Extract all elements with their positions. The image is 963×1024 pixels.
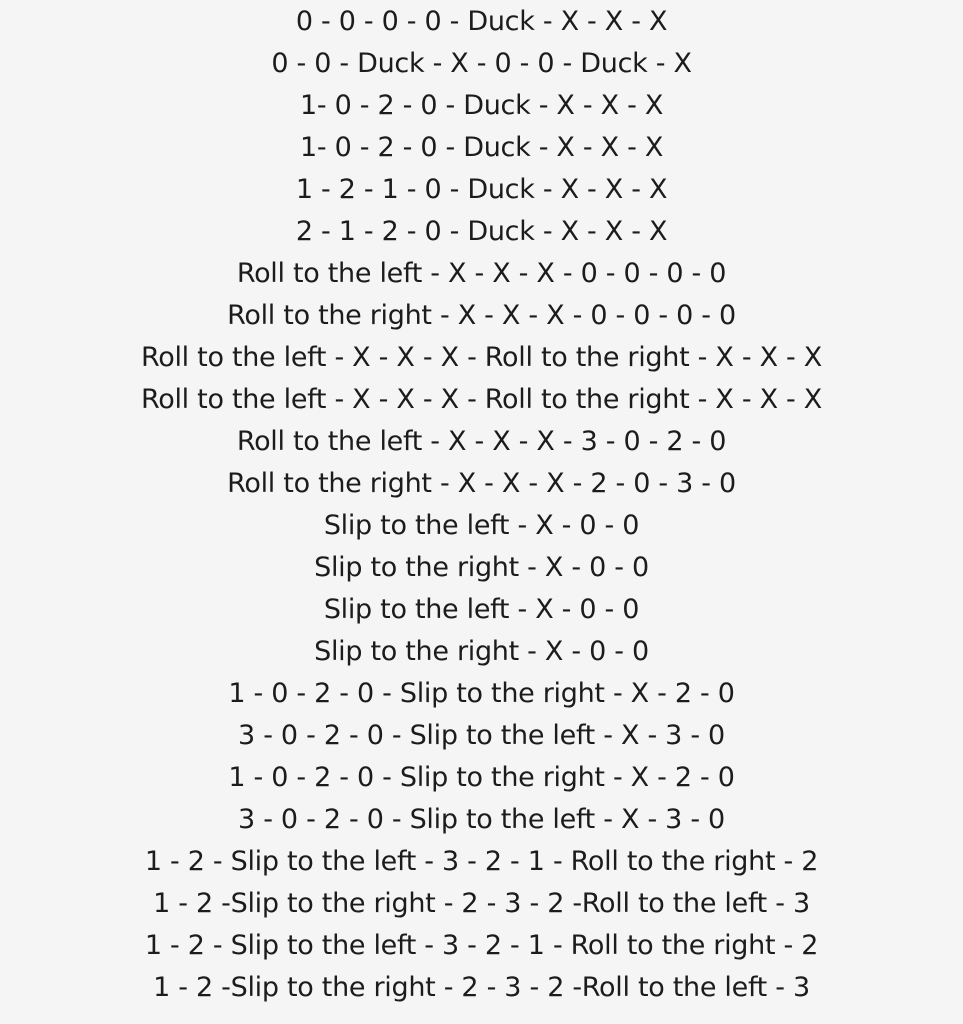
combo-line: 1 - 2 -Slip to the right - 2 - 3 - 2 -Roll to the left - 3 <box>153 972 810 1003</box>
combo-line: Slip to the left - X - 0 - 0 <box>323 510 640 541</box>
combo-line: Roll to the left - X - X - X - Roll to the right - X - X - X <box>141 384 822 415</box>
combo-line: 1- 0 - 2 - 0 - Duck - X - X - X <box>299 132 664 163</box>
combo-line: 1 - 2 - Slip to the left - 3 - 2 - 1 - Roll to the right - 2 <box>144 846 819 877</box>
combo-line: 3 - 0 - 2 - 0 - Slip to the left - X - 3 - 0 <box>238 804 725 835</box>
combo-line: 0 - 0 - Duck - X - 0 - 0 - Duck - X <box>271 48 692 79</box>
combo-line: 1- 0 - 2 - 0 - Duck - X - X - X <box>299 90 664 121</box>
combo-line: 2 - 1 - 2 - 0 - Duck - X - X - X <box>295 216 668 247</box>
combo-line: Roll to the right - X - X - X - 0 - 0 - 0 - 0 <box>227 300 736 331</box>
combo-line: Slip to the left - X - 0 - 0 <box>323 594 640 625</box>
combo-line: 0 - 0 - 0 - 0 - Duck - X - X - X <box>295 6 668 37</box>
combo-line: 1 - 2 -Slip to the right - 2 - 3 - 2 -Roll to the left - 3 <box>153 888 810 919</box>
combo-line: Slip to the right - X - 0 - 0 <box>314 552 649 583</box>
combo-line: Slip to the right - X - 0 - 0 <box>314 636 649 667</box>
combo-line: 1 - 0 - 2 - 0 - Slip to the right - X - 2 - 0 <box>228 678 735 709</box>
combo-line: Roll to the left - X - X - X - 0 - 0 - 0 - 0 <box>236 258 727 289</box>
combo-line: Roll to the left - X - X - X - Roll to the right - X - X - X <box>141 342 822 373</box>
combo-line: 1 - 0 - 2 - 0 - Slip to the right - X - 2 - 0 <box>228 762 735 793</box>
combo-line: Roll to the left - X - X - X - 3 - 0 - 2 - 0 <box>236 426 727 457</box>
combo-line: 1 - 2 - 1 - 0 - Duck - X - X - X <box>295 174 668 205</box>
combo-line: 1 - 2 - Slip to the left - 3 - 2 - 1 - Roll to the right - 2 <box>144 930 819 961</box>
combo-line: 3 - 0 - 2 - 0 - Slip to the left - X - 3 - 0 <box>238 720 725 751</box>
combo-line: Roll to the right - X - X - X - 2 - 0 - 3 - 0 <box>227 468 736 499</box>
